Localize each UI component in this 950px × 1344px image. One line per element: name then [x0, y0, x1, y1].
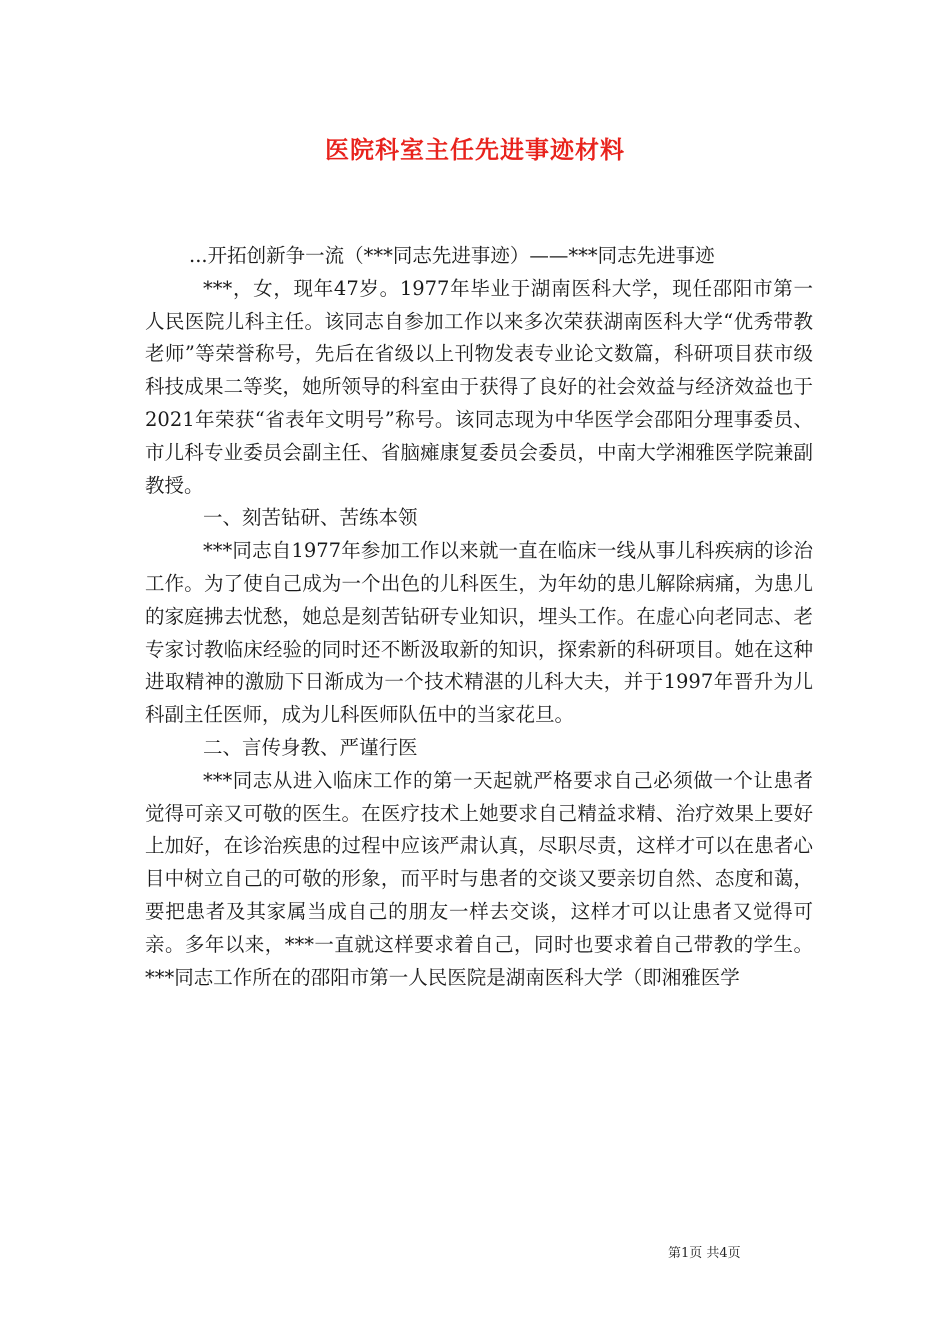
document-subtitle: ...开拓创新争一流（***同志先进事迹）——***同志先进事迹: [189, 244, 715, 267]
section-heading-2: 二、言传身教、严谨行医: [203, 735, 418, 759]
paragraph-section-2: ***同志从进入临床工作的第一天起就严格要求自己必须做一个让患者觉得可亲又可敬的医生。在医疗技术上她要求自己精益求精、治疗效果上要好上加好，在诊治疾患的过程中应该严肃认真，尽职尽责，这样才可以在患者心目中树立自己的可敬的形象，而平时与患者的交谈又要亲切自然、态度和蔼，要把患者及其家属当成自己的朋友一样去交谈，这样才可以让患者又觉得可亲。多年以来，***一直就这样要求着自己，同时也要求着自己带教的学生。***同志工作所在的邵阳市第一人民医院是湖南医科大学（即湘雅医学: [145, 768, 813, 989]
paragraph-intro: ***，女，现年47岁。1977年毕业于湖南医科大学，现任邵阳市第一人民医院儿科主任。该同志自参加工作以来多次荣获湖南医科大学“优秀带教老师”等荣誉称号，先后在省级以上刊物发表专业论文数篇，科研项目获市级科技成果二等奖，她所领导的科室由于获得了良好的社会效益与经济效益也于2021年荣获“省表年文明号”称号。该同志现为中华医学会邵阳分理事委员、市儿科专业委员会副主任、省脑瘫康复委员会委员，中南大学湘雅医学院兼副教授。: [145, 276, 813, 497]
page-number-footer: 第1页 共4页: [668, 1246, 741, 1261]
section-heading-1: 一、刻苦钻研、苦练本领: [203, 506, 418, 530]
paragraph-section-1: ***同志自1977年参加工作以来就一直在临床一线从事儿科疾病的诊治工作。为了使自己成为一个出色的儿科医生，为年幼的患儿解除病痛，为患儿的家庭拂去忧愁，她总是刻苦钻研专业知识，埋头工作。在虚心向老同志、老专家讨教临床经验的同时还不断汲取新的知识，探索新的科研项目。她在这种进取精神的激励下日渐成为一个技术精湛的儿科大夫，并于1997年晋升为儿科副主任医师，成为儿科医师队伍中的当家花旦。: [145, 539, 813, 727]
document-body: [145, 240, 813, 994]
document-title: 医院科室主任先进事迹材料: [325, 135, 625, 164]
